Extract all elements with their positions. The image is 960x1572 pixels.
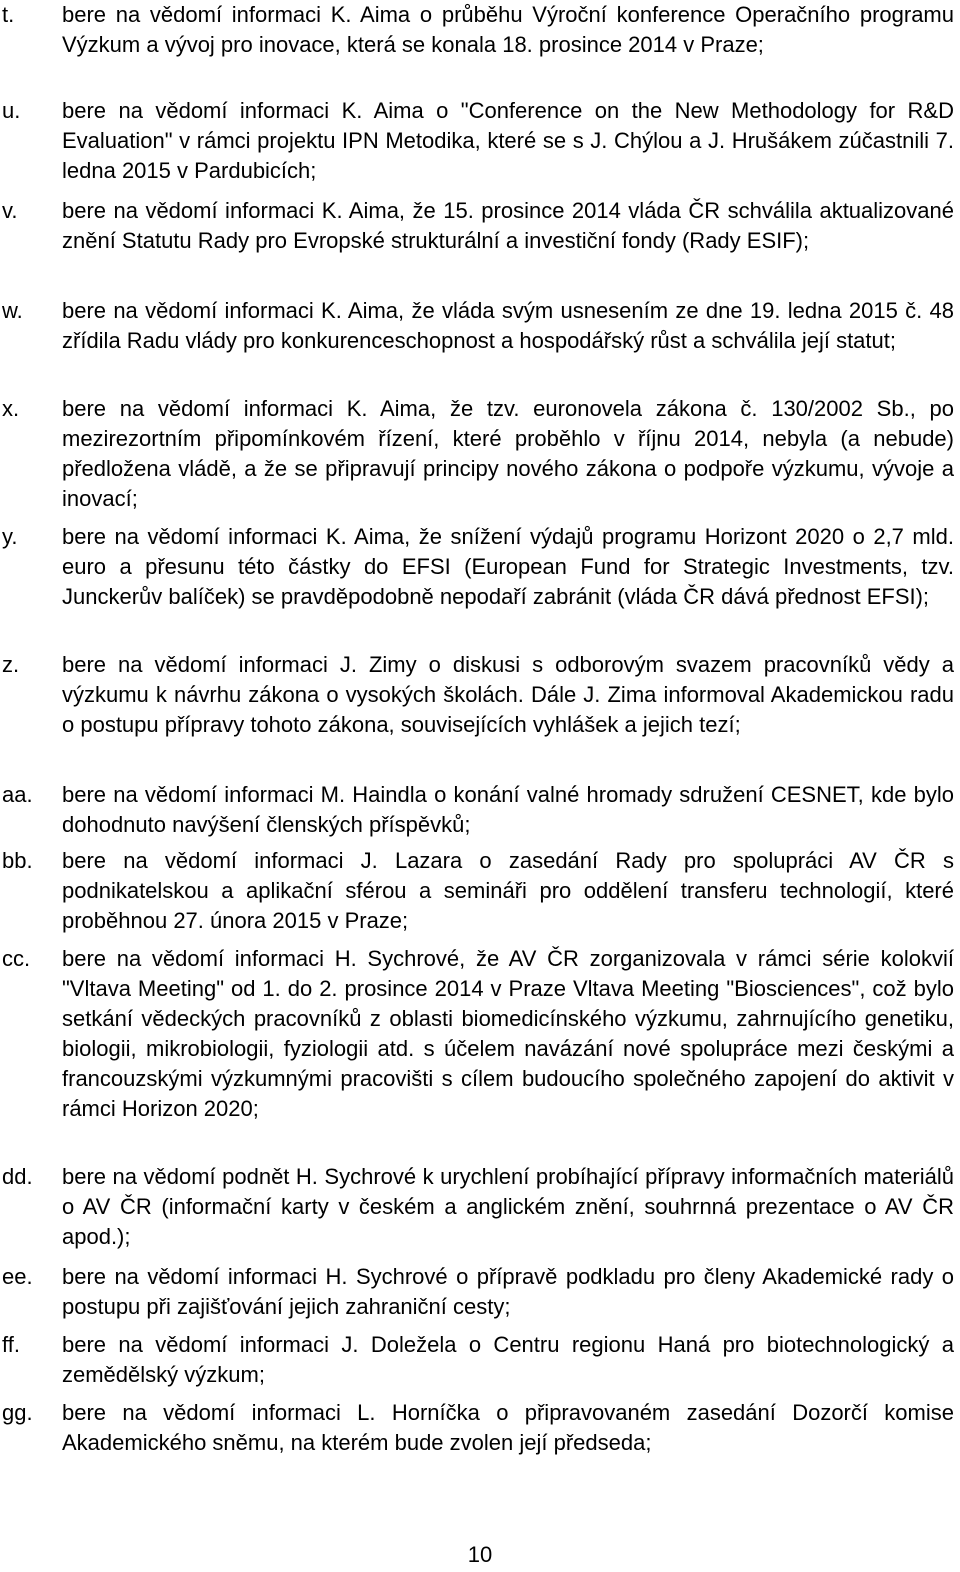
list-item (0, 1330, 954, 1390)
list-item (0, 846, 954, 936)
list-item (0, 780, 954, 840)
list-marker: x. (2, 396, 20, 421)
list-item-text: bere na vědomí informaci K. Aima, že 15. prosince 2014 vláda ČR schválila aktualizované znění Statutu Rady pro Evropské strukturální a investiční fondy (Rady ESIF); (62, 198, 954, 253)
list-item (0, 196, 954, 256)
list-item-text: bere na vědomí informaci K. Aima, že snížení výdajů programu Horizont 2020 o 2,7 mld. euro a přesunu této částky do EFSI (European Fund for Strategic Investments, tzv. Junckerův balíček) se pravděpodobně nepodaří zabránit (vláda ČR dává přednost EFSI); (62, 524, 954, 609)
list-item (0, 96, 954, 186)
list-item (0, 1262, 954, 1322)
list-marker: aa. (2, 782, 33, 807)
list-marker: u. (2, 98, 21, 123)
list-item (0, 522, 954, 612)
list-item-text: bere na vědomí informaci K. Aima, že tzv. euronovela zákona č. 130/2002 Sb., po mezirezortním připomínkovém řízení, které proběhlo v říjnu 2014, nebyla (a nebude) předložena vládě, a že se připravují principy nového zákona o podpoře výzkumu, vývoje a inovací; (62, 396, 954, 511)
list-item (0, 650, 954, 740)
list-item (0, 394, 954, 514)
list-item-text: bere na vědomí informaci H. Sychrové, že AV ČR zorganizovala v rámci série kolokvií "Vltava Meeting" od 1. do 2. prosince 2014 v Praze Vltava Meeting "Biosciences", což bylo setkání vědeckých pracovníků z oblasti biomedicínského výzkumu, zahrnujícího genetiku, biologii, mikrobiologii, fyziologii atd. s účelem navázání nové spolupráce mezi českými a francouzskými výzkumnými pracovišti s cílem budoucího společného zapojení do aktivit v rámci Horizon 2020; (62, 946, 954, 1121)
list-item (0, 0, 954, 60)
list-marker: cc. (2, 946, 31, 971)
page-number: 10 (467, 1542, 493, 1567)
list-marker: w. (2, 298, 23, 323)
list-item-text: bere na vědomí informaci K. Aima o "Conference on the New Methodology for R&D Evaluation" v rámci projektu IPN Metodika, které se s J. Chýlou a J. Hrušákem zúčastnili 7. ledna 2015 v Pardubicích; (62, 98, 954, 183)
list-item (0, 1162, 954, 1252)
list-item-text: bere na vědomí informaci L. Horníčka o připravovaném zasedání Dozorčí komise Akademického sněmu, na kterém bude zvolen její předseda; (62, 1400, 954, 1455)
list-item-text: bere na vědomí informaci K. Aima o průběhu Výroční konference Operačního programu Výzkum a vývoj pro inovace, která se konala 18. prosince 2014 v Praze; (62, 2, 954, 57)
list-item (0, 1398, 954, 1458)
list-item-text: bere na vědomí informaci J. Zimy o diskusi s odborovým svazem pracovníků vědy a výzkumu k návrhu zákona o vysokých školách. Dále J. Zima informoval Akademickou radu o postupu přípravy tohoto zákona, souvisejících vyhlášek a jejich tezí; (62, 652, 954, 737)
list-marker: v. (2, 198, 18, 223)
list-item-text: bere na vědomí informaci J. Doležela o Centru regionu Haná pro biotechnologický a zemědělský výzkum; (62, 1332, 954, 1387)
list-marker: t. (2, 2, 15, 27)
list-marker: ff. (2, 1332, 20, 1357)
list-marker: gg. (2, 1400, 33, 1425)
list-item-text: bere na vědomí podnět H. Sychrové k urychlení probíhající přípravy informačních materiálů o AV ČR (informační karty v českém a anglickém znění, souhrnná prezentace o AV ČR apod.); (62, 1164, 954, 1249)
list-marker: bb. (2, 848, 33, 873)
list-item (0, 944, 954, 1124)
list-marker: z. (2, 652, 20, 677)
list-marker: ee. (2, 1264, 33, 1289)
list-item-text: bere na vědomí informaci K. Aima, že vláda svým usnesením ze dne 19. ledna 2015 č. 48 zřídila Radu vlády pro konkurenceschopnost a hospodářský růst a schválila její statut; (62, 298, 954, 353)
list-marker: dd. (2, 1164, 33, 1189)
list-item-text: bere na vědomí informaci M. Haindla o konání valné hromady sdružení CESNET, kde bylo dohodnuto navýšení členských příspěvků; (62, 782, 954, 837)
list-item-text: bere na vědomí informaci J. Lazara o zasedání Rady pro spolupráci AV ČR s podnikatelskou a aplikační sférou a semináři pro oddělení transferu technologií, které proběhnou 27. února 2015 v Praze; (62, 848, 954, 933)
list-marker: y. (2, 524, 18, 549)
list-item (0, 296, 954, 356)
list-item-text: bere na vědomí informaci H. Sychrové o přípravě podkladu pro členy Akademické rady o postupu při zajišťování jejich zahraniční cesty; (62, 1264, 954, 1319)
